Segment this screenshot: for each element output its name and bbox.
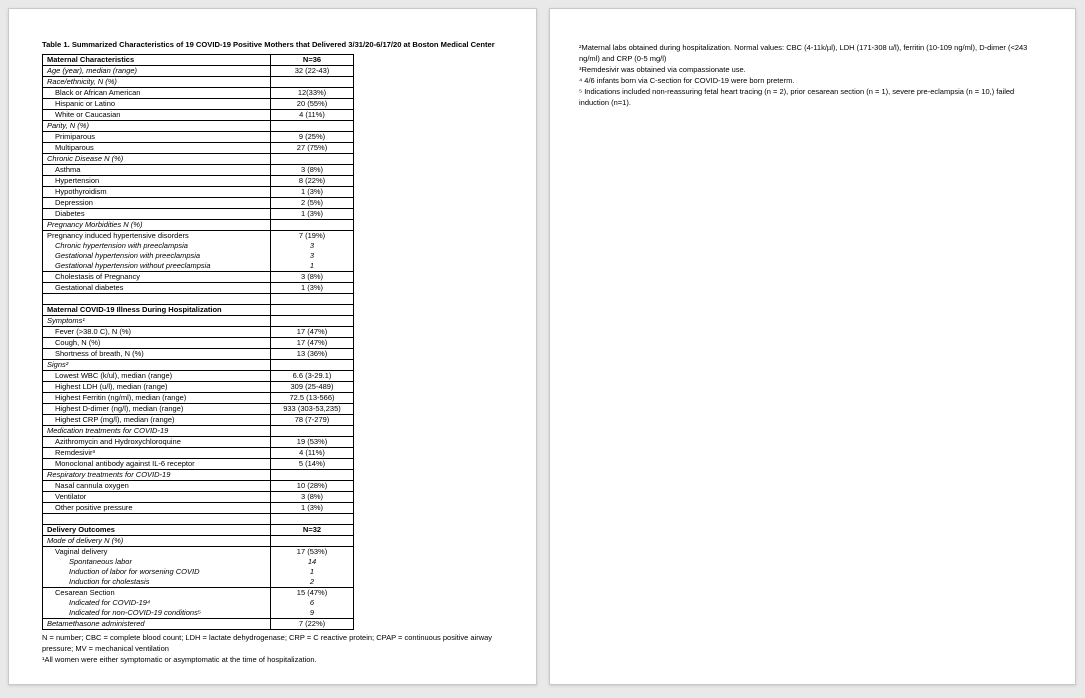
table-row	[43, 165, 354, 176]
row-label: Azithromycin and Hydroxychloroquine	[43, 437, 271, 448]
row-label: Respiratory treatments for COVID-19	[43, 470, 271, 481]
table-row	[43, 426, 354, 437]
row-label: Monoclonal antibody against IL-6 receptor	[43, 459, 271, 470]
row-label: White or Caucasian	[43, 110, 271, 121]
table-row	[43, 349, 354, 360]
table-row	[43, 132, 354, 143]
row-value: 27 (75%)	[271, 143, 354, 154]
row-label	[43, 294, 271, 305]
row-label: Betamethasone administered	[43, 619, 271, 630]
table-row	[43, 305, 354, 316]
table-row	[43, 154, 354, 165]
table-row	[43, 110, 354, 121]
row-value: 1 (3%)	[271, 187, 354, 198]
row-value: N=36	[271, 55, 354, 66]
row-label: Age (year), median (range)	[43, 66, 271, 77]
abbreviations-note: N = number; CBC = complete blood count; LDH = lactate dehydrogenase; CRP = C reactive protein; CPAP = continuous positive airway pressure; MV = mechanical ventilation	[42, 633, 493, 653]
table-row	[43, 88, 354, 99]
row-label: Delivery Outcomes	[43, 525, 271, 536]
row-label: Hypothyroidism	[43, 187, 271, 198]
row-label: Chronic Disease N (%)	[43, 154, 271, 165]
row-label: Highest LDH (u/l), median (range)	[43, 382, 271, 393]
table-row	[43, 415, 354, 426]
table-row	[43, 187, 354, 198]
table-row	[43, 209, 354, 220]
table-row	[43, 492, 354, 503]
table-row	[43, 437, 354, 448]
footnote-4: ⁴ 4/6 infants born via C-section for COVID-19 were born preterm.	[579, 76, 795, 85]
row-value	[271, 426, 354, 437]
table-row	[43, 536, 354, 547]
document-page-1	[8, 8, 537, 685]
row-label: Parity, N (%)	[43, 121, 271, 132]
row-label: Fever (>38.0 C), N (%)	[43, 327, 271, 338]
page-1-content	[9, 9, 536, 665]
row-label: Maternal COVID-19 Illness During Hospitalization	[43, 305, 271, 316]
table-row	[43, 459, 354, 470]
row-value: 933 (303-53,235)	[271, 404, 354, 415]
row-label	[43, 514, 271, 525]
row-label: Signs²	[43, 360, 271, 371]
table-row	[43, 382, 354, 393]
row-label: Cough, N (%)	[43, 338, 271, 349]
page-1-footnotes	[42, 632, 520, 665]
row-value	[271, 121, 354, 132]
page-2-content	[550, 9, 1075, 108]
row-label: Cesarean Section Indicated for COVID-19⁴ Indicated for non-COVID-19 conditions⁵	[43, 588, 271, 619]
table-row	[43, 316, 354, 327]
footnote-1: ¹All women were either symptomatic or asymptomatic at the time of hospitalization.	[42, 655, 317, 664]
row-label: Symptoms¹	[43, 316, 271, 327]
table-row	[43, 99, 354, 110]
row-label: Hispanic or Latino	[43, 99, 271, 110]
row-label: Race/ethnicity, N (%)	[43, 77, 271, 88]
row-value: 10 (28%)	[271, 481, 354, 492]
row-value: 7 (19%) 3 3 1	[271, 231, 354, 272]
table-title: Table 1. Summarized Characteristics of 19 COVID-19 Positive Mothers that Delivered 3/31/20-6/17/20 at Boston Medical Center	[42, 40, 495, 49]
row-value: N=32	[271, 525, 354, 536]
table-row	[43, 327, 354, 338]
row-value	[271, 536, 354, 547]
table-row	[43, 360, 354, 371]
row-value: 15 (47%) 6 9	[271, 588, 354, 619]
row-label: Highest Ferritin (ng/ml), median (range)	[43, 393, 271, 404]
table-row	[43, 55, 354, 66]
row-value	[271, 360, 354, 371]
row-value: 32 (22-43)	[271, 66, 354, 77]
table-row	[43, 393, 354, 404]
table-row	[43, 220, 354, 231]
row-value: 6.6 (3-29.1)	[271, 371, 354, 382]
table-row	[43, 619, 354, 630]
row-label: Medication treatments for COVID-19	[43, 426, 271, 437]
table-row	[43, 481, 354, 492]
row-label: Vaginal delivery Spontaneous labor Induction of labor for worsening COVID Induction for cholestasis	[43, 547, 271, 588]
table-row	[43, 448, 354, 459]
row-label: Ventilator	[43, 492, 271, 503]
row-label: Black or African American	[43, 88, 271, 99]
row-label: Depression	[43, 198, 271, 209]
table-row	[43, 503, 354, 514]
row-label: Gestational diabetes	[43, 283, 271, 294]
table-row	[43, 514, 354, 525]
row-value: 4 (11%)	[271, 448, 354, 459]
row-value: 1 (3%)	[271, 209, 354, 220]
table-row	[43, 588, 354, 619]
characteristics-table	[42, 54, 354, 630]
row-value: 8 (22%)	[271, 176, 354, 187]
footnote-2: ²Maternal labs obtained during hospitalization. Normal values: CBC (4-11k/µl), LDH (171-308 u/l), ferritin (10-109 ng/ml), D-dimer (<243 ng/ml) and CRP (0-5 mg/l)	[579, 43, 1028, 63]
table-row	[43, 470, 354, 481]
row-label: Other positive pressure	[43, 503, 271, 514]
row-value: 19 (53%)	[271, 437, 354, 448]
table-row	[43, 547, 354, 588]
row-label: Cholestasis of Pregnancy	[43, 272, 271, 283]
row-value	[271, 305, 354, 316]
row-label: Lowest WBC (k/ul), median (range)	[43, 371, 271, 382]
row-value	[271, 220, 354, 231]
row-value: 3 (8%)	[271, 272, 354, 283]
table-row	[43, 294, 354, 305]
row-value: 309 (25-489)	[271, 382, 354, 393]
table-row	[43, 198, 354, 209]
row-value: 17 (53%) 14 1 2	[271, 547, 354, 588]
document-page-2	[549, 8, 1076, 685]
row-label: Pregnancy Morbidities N (%)	[43, 220, 271, 231]
row-label: Remdesivir³	[43, 448, 271, 459]
row-label: Shortness of breath, N (%)	[43, 349, 271, 360]
row-value: 1 (3%)	[271, 283, 354, 294]
row-label: Highest CRP (mg/l), median (range)	[43, 415, 271, 426]
table-row	[43, 176, 354, 187]
row-value: 17 (47%)	[271, 338, 354, 349]
row-label: Mode of delivery N (%)	[43, 536, 271, 547]
row-value: 2 (5%)	[271, 198, 354, 209]
row-label: Maternal Characteristics	[43, 55, 271, 66]
row-label: Primiparous	[43, 132, 271, 143]
row-value: 78 (7-279)	[271, 415, 354, 426]
row-value	[271, 470, 354, 481]
row-label: Nasal cannula oxygen	[43, 481, 271, 492]
row-value: 7 (22%)	[271, 619, 354, 630]
table-row	[43, 121, 354, 132]
row-label: Diabetes	[43, 209, 271, 220]
row-value	[271, 294, 354, 305]
row-label: Multiparous	[43, 143, 271, 154]
table-row	[43, 525, 354, 536]
row-value: 5 (14%)	[271, 459, 354, 470]
row-label: Pregnancy induced hypertensive disorders Chronic hypertension with preeclampsia Gestational hypertension with preeclampsia Gestational hypertension without preeclampsia	[43, 231, 271, 272]
table-row	[43, 338, 354, 349]
row-value	[271, 77, 354, 88]
row-value: 3 (8%)	[271, 492, 354, 503]
row-value: 3 (8%)	[271, 165, 354, 176]
row-value: 20 (55%)	[271, 99, 354, 110]
table-row	[43, 143, 354, 154]
table-row	[43, 283, 354, 294]
table-row	[43, 66, 354, 77]
row-value: 9 (25%)	[271, 132, 354, 143]
table-row	[43, 77, 354, 88]
row-value: 72.5 (13-566)	[271, 393, 354, 404]
table-row	[43, 371, 354, 382]
footnote-5: ⁵ Indications included non-reassuring fetal heart tracing (n = 2), prior cesarean section (n = 1), severe pre-eclampsia (n = 10,) failed induction (n=1).	[579, 87, 1015, 107]
row-value: 1 (3%)	[271, 503, 354, 514]
row-value: 17 (47%)	[271, 327, 354, 338]
row-label: Hypertension	[43, 176, 271, 187]
table-row	[43, 272, 354, 283]
row-value: 13 (36%)	[271, 349, 354, 360]
row-value: 12(33%)	[271, 88, 354, 99]
row-value	[271, 316, 354, 327]
table-row	[43, 231, 354, 272]
row-label: Asthma	[43, 165, 271, 176]
footnote-3: ³Remdesivir was obtained via compassionate use.	[579, 65, 746, 74]
row-value	[271, 514, 354, 525]
table-row	[43, 404, 354, 415]
row-value: 4 (11%)	[271, 110, 354, 121]
row-label: Highest D-dimer (ng/l), median (range)	[43, 404, 271, 415]
row-value	[271, 154, 354, 165]
